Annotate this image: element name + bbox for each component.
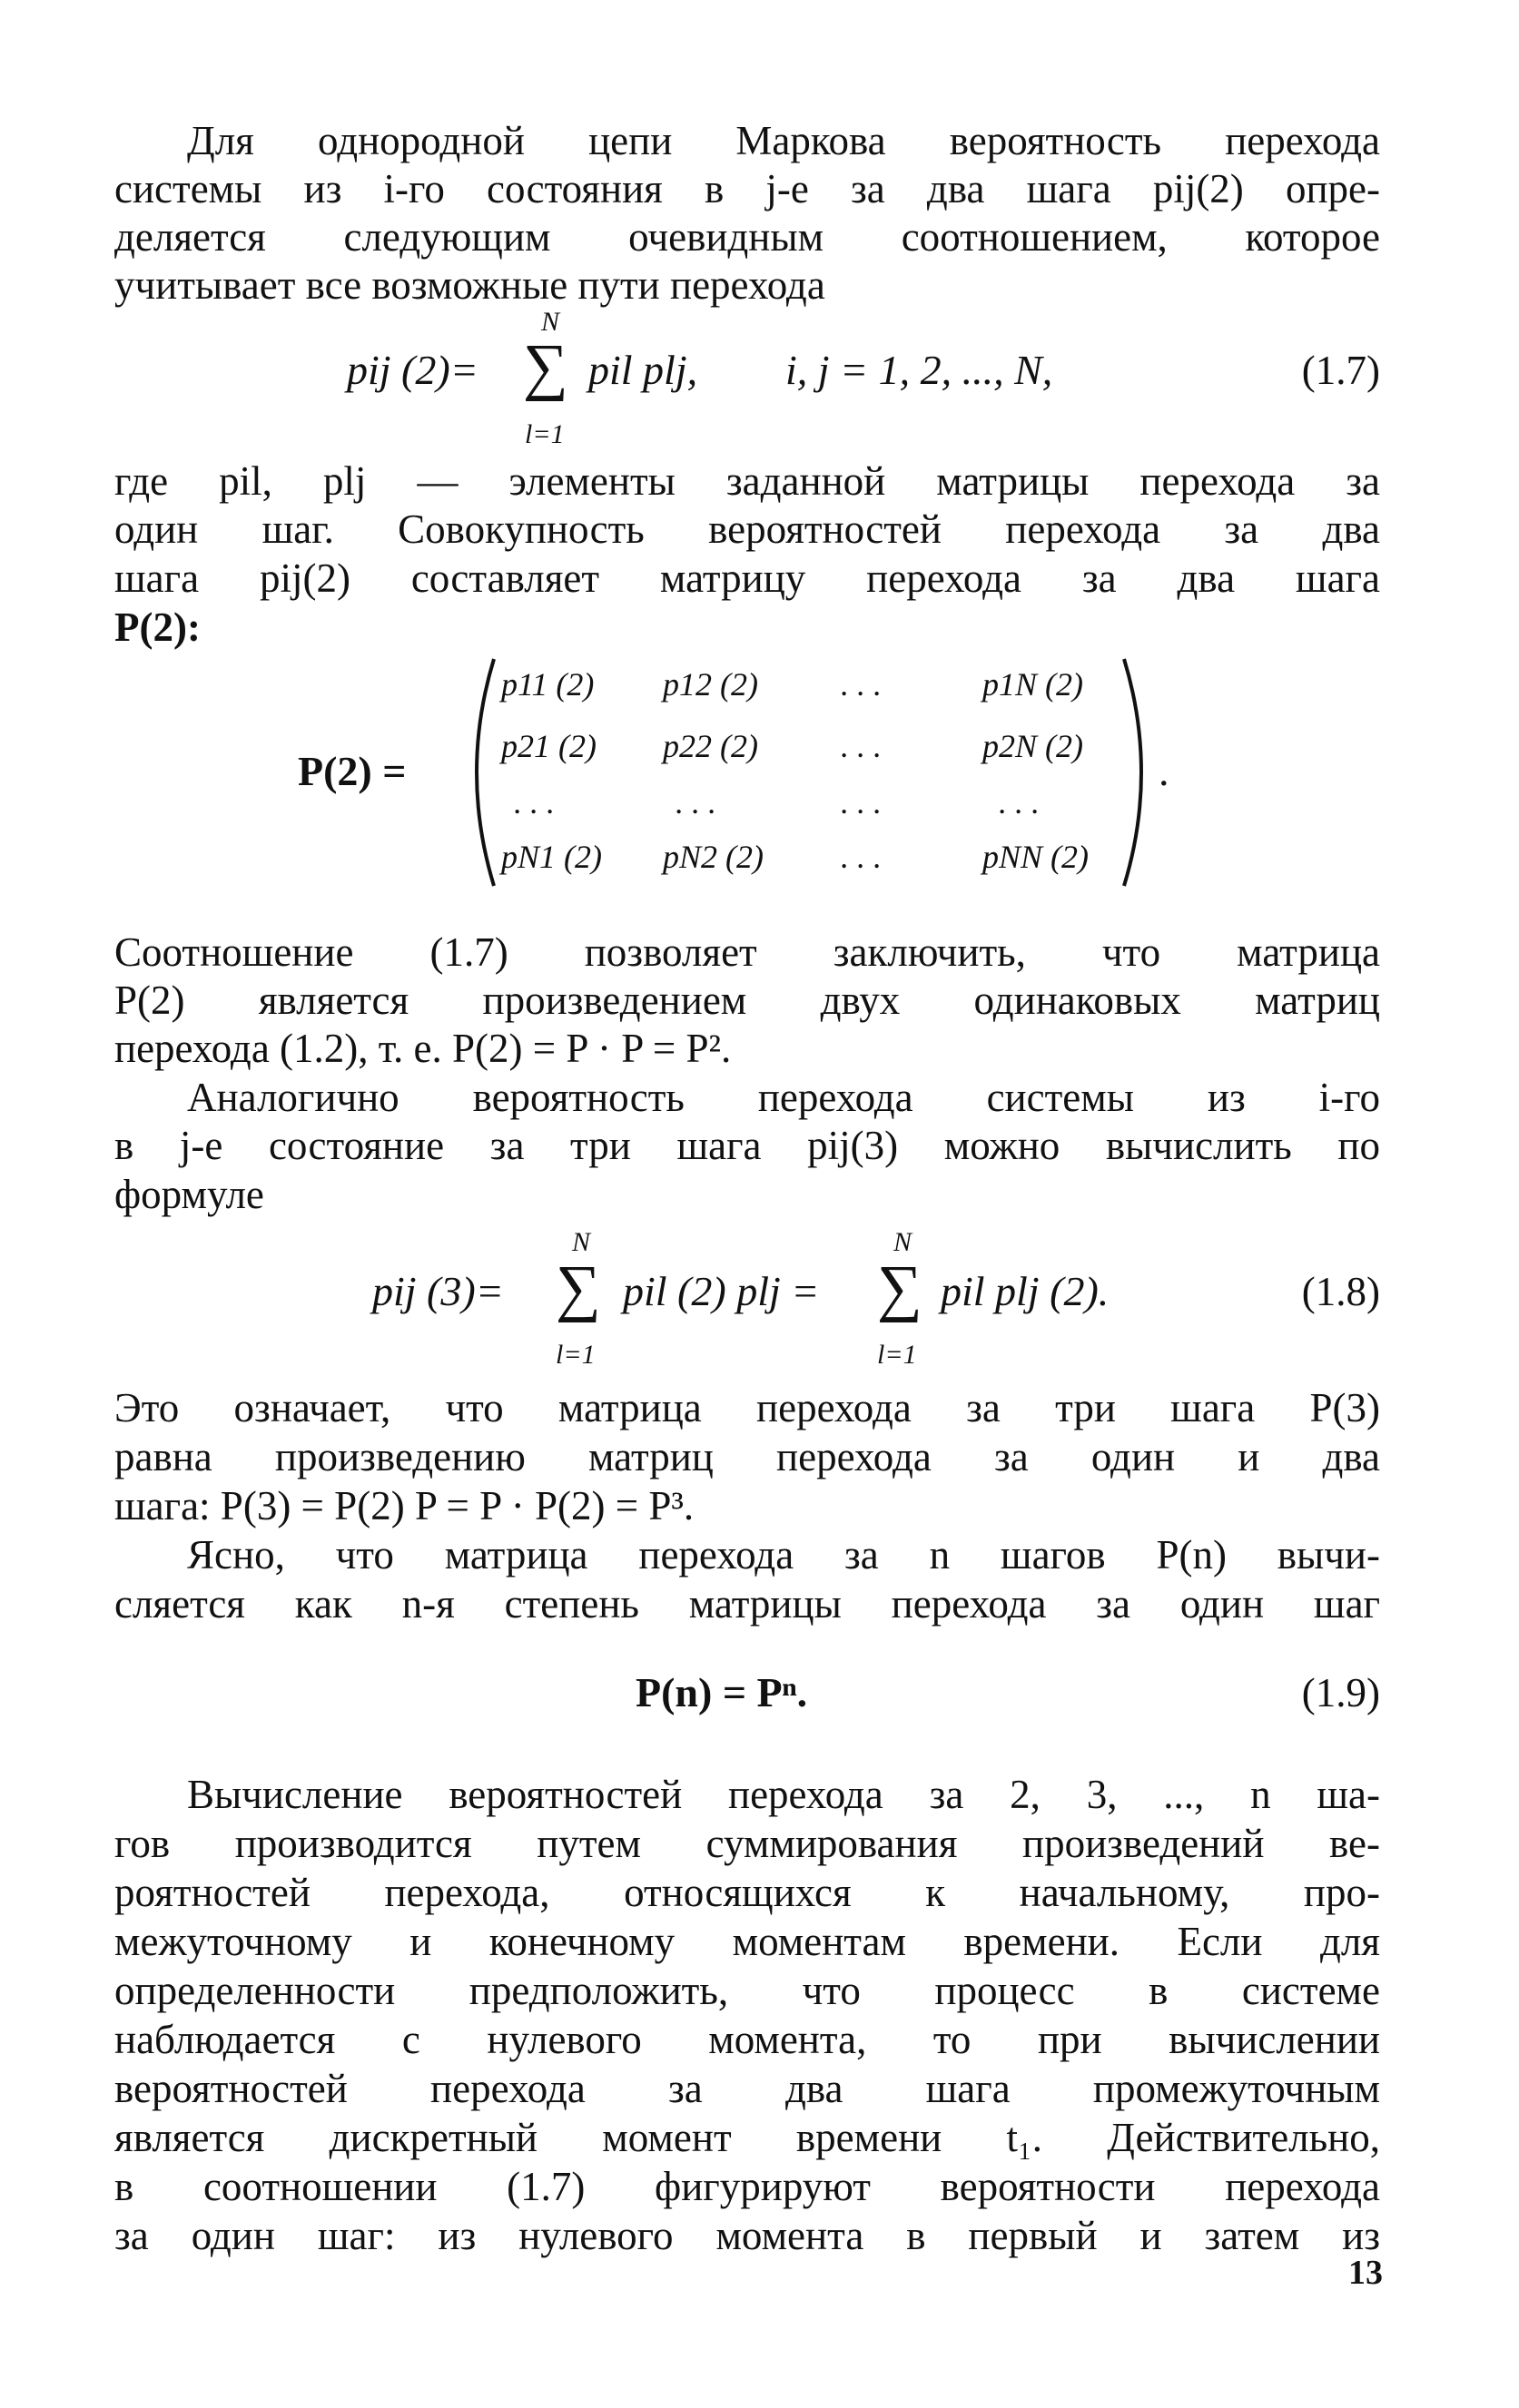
text-line: перехода (1.2), т. е. P(2) = P · P = P².: [114, 1026, 732, 1071]
eq-summand: pil plj,: [588, 347, 698, 393]
matrix-cell: p1N (2): [982, 666, 1083, 703]
equation-number: (1.8): [1301, 1269, 1380, 1314]
text-line: Ясно, что матрица перехода за n шагов P(n) вычи-: [187, 1532, 1380, 1577]
sum-lower-limit: l=1: [877, 1340, 917, 1370]
sum-upper-limit: N: [541, 307, 560, 337]
eq-lhs: pij (2)=: [347, 347, 478, 393]
equation-number: (1.9): [1301, 1670, 1380, 1715]
text-line: гов производится путем суммирования произведений ве-: [114, 1821, 1380, 1866]
text-line: шага: P(3) = P(2) P = P · P(2) = P³.: [114, 1483, 695, 1528]
text-line: в соотношении (1.7) фигурируют вероятности перехода: [114, 2164, 1380, 2209]
matrix-cell: . . .: [841, 839, 882, 875]
sum-sign: ∑: [523, 332, 568, 402]
text-line: системы из i-го состояния в j-е за два шага pij(2) опре-: [114, 166, 1380, 211]
eq-rhs: pil plj (2).: [941, 1268, 1110, 1314]
matrix-cell: p22 (2): [663, 728, 758, 764]
text-line: за один шаг: из нулевого момента в первый и затем из: [114, 2213, 1380, 2258]
equation-number: (1.7): [1301, 348, 1380, 393]
eq-body: P(n) = Pⁿ.: [636, 1669, 808, 1715]
sum-upper-limit: N: [893, 1227, 912, 1257]
matrix-lhs: P(2) =: [298, 748, 407, 794]
text-line: Для однородной цепи Маркова вероятность перехода: [187, 118, 1380, 163]
text-line: Соотношение (1.7) позволяет заключить, что матрица: [114, 929, 1380, 975]
matrix-cell: pNN (2): [982, 839, 1089, 875]
text-line: деляется следующим очевидным соотношением, которое: [114, 214, 1380, 260]
text-line: формуле: [114, 1172, 264, 1217]
matrix-cell: . . .: [514, 784, 555, 821]
text-line: роятностей перехода, относящихся к начальному, про-: [114, 1870, 1380, 1915]
text-line: Это означает, что матрица перехода за три шага P(3): [114, 1385, 1380, 1430]
text-line: является дискретный момент времени t₁. Действительно,: [114, 2115, 1380, 2160]
left-parenthesis: [454, 655, 499, 889]
sum-lower-limit: l=1: [525, 419, 565, 449]
page-number: 13: [1348, 2254, 1383, 2292]
text-line: учитывает все возможные пути перехода: [114, 262, 825, 308]
matrix-cell: pN2 (2): [663, 839, 764, 875]
text-line: Вычисление вероятностей перехода за 2, 3, ..., n ша-: [187, 1772, 1380, 1817]
text-line: равна произведению матриц перехода за один и два: [114, 1434, 1380, 1479]
text-line: Аналогично вероятность перехода системы из i-го: [187, 1075, 1380, 1120]
matrix-cell: p12 (2): [663, 666, 758, 703]
text-line: в j-е состояние за три шага pij(3) можно вычислить по: [114, 1123, 1380, 1168]
matrix-cell: p2N (2): [982, 728, 1083, 764]
text-line: наблюдается с нулевого момента, то при вычислении: [114, 2017, 1380, 2062]
sum-upper-limit: N: [572, 1227, 591, 1257]
matrix-cell: . . .: [841, 666, 882, 703]
text-line: где pil, plj — элементы заданной матрицы перехода за: [114, 458, 1380, 504]
sum-sign: ∑: [877, 1253, 922, 1323]
matrix-cell: pN1 (2): [501, 839, 602, 875]
sum-sign: ∑: [556, 1253, 601, 1323]
eq-middle: pil (2) plj =: [623, 1268, 820, 1314]
text-line: P(2) является произведением двух одинаковых матриц: [114, 978, 1380, 1023]
matrix-cell: p21 (2): [501, 728, 597, 764]
text-line: один шаг. Совокупность вероятностей перехода за два: [114, 506, 1380, 552]
matrix-cell: . . .: [841, 784, 882, 821]
eq-lhs: pij (3)=: [372, 1268, 504, 1314]
text-line: P(2):: [114, 604, 201, 650]
matrix-cell: . . .: [841, 728, 882, 764]
matrix-trailing-period: .: [1159, 748, 1169, 794]
matrix-cell: . . .: [676, 784, 716, 821]
text-line: сляется как n-я степень матрицы перехода за один шаг: [114, 1581, 1380, 1627]
eq-range: i, j = 1, 2, ..., N,: [785, 347, 1053, 393]
matrix-cell: p11 (2): [501, 666, 595, 703]
text-line: вероятностей перехода за два шага промежуточным: [114, 2066, 1380, 2111]
sum-lower-limit: l=1: [556, 1340, 596, 1370]
text-line: шага pij(2) составляет матрицу перехода за два шага: [114, 555, 1380, 601]
right-parenthesis: [1119, 655, 1164, 889]
text-line: определенности предположить, что процесс в системе: [114, 1968, 1380, 2013]
matrix-cell: . . .: [999, 784, 1040, 821]
text-line: межуточному и конечному моментам времени. Если для: [114, 1919, 1380, 1964]
